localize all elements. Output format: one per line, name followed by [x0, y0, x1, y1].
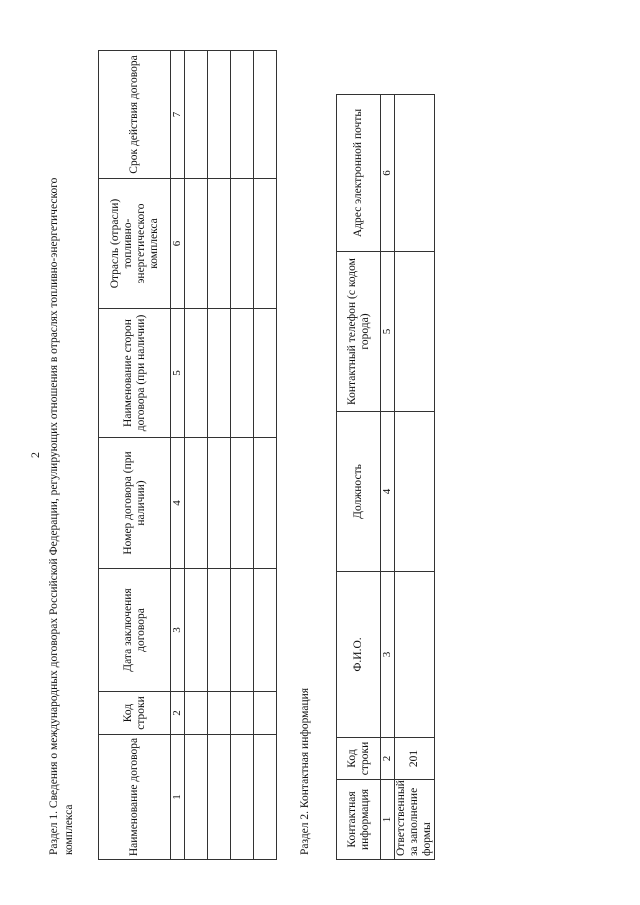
- header-conclusion-date: Дата заключения договора: [99, 569, 171, 692]
- header-full-name: Ф.И.О.: [337, 572, 381, 738]
- empty-cell: [231, 438, 254, 569]
- table-row: [208, 51, 231, 860]
- email-value: [395, 95, 435, 252]
- table-header-row: [337, 95, 381, 860]
- header-row-code: Код строки: [337, 738, 381, 780]
- empty-cell: [231, 735, 254, 860]
- empty-cell: [208, 179, 231, 309]
- empty-cell: [185, 309, 208, 438]
- empty-cell: [254, 692, 277, 735]
- table-header-row: [99, 51, 171, 860]
- empty-cell: [185, 438, 208, 569]
- column-number: 6: [381, 95, 395, 252]
- column-number: 1: [171, 735, 185, 860]
- section1-title: Раздел 1. Сведения о международных договорах Российской Федерации, регулирующих отношения в отраслях топливно-энергетического комплекса: [48, 177, 75, 855]
- empty-cell: [185, 51, 208, 179]
- header-agreement-name: Наименование договора: [99, 735, 171, 860]
- page-number: 2: [28, 452, 42, 458]
- column-number: 2: [381, 738, 395, 780]
- empty-cell: [254, 569, 277, 692]
- empty-cell: [208, 692, 231, 735]
- header-industry: Отрасль (отрасли) топливно-энергетического комплекса: [99, 179, 171, 309]
- header-row-code: Код строки: [99, 692, 171, 735]
- table-row: [395, 95, 435, 860]
- empty-cell: [185, 692, 208, 735]
- table-row: [254, 51, 277, 860]
- empty-cell: [231, 51, 254, 179]
- empty-cell: [185, 179, 208, 309]
- column-number: 7: [171, 51, 185, 179]
- empty-cell: [254, 438, 277, 569]
- contact-information-table: [336, 94, 435, 860]
- column-number: 2: [171, 692, 185, 735]
- empty-cell: [231, 309, 254, 438]
- empty-cell: [254, 735, 277, 860]
- empty-cell: [208, 569, 231, 692]
- header-email: Адрес электронной почты: [337, 95, 381, 252]
- column-number: 6: [171, 179, 185, 309]
- header-phone: Контактный телефон (с кодом города): [337, 252, 381, 412]
- header-contact-information: Контактная информация: [337, 780, 381, 860]
- header-position: Должность: [337, 412, 381, 572]
- column-number: 3: [171, 569, 185, 692]
- empty-cell: [231, 692, 254, 735]
- header-parties: Наименование сторон договора (при наличии): [99, 309, 171, 438]
- empty-cell: [208, 438, 231, 569]
- row-code-value: 201: [395, 738, 435, 780]
- table-row: [231, 51, 254, 860]
- header-validity-period: Срок действия договора: [99, 51, 171, 179]
- empty-cell: [254, 179, 277, 309]
- column-number: 4: [171, 438, 185, 569]
- header-agreement-number: Номер договора (при наличии): [99, 438, 171, 569]
- phone-value: [395, 252, 435, 412]
- position-value: [395, 412, 435, 572]
- empty-cell: [254, 309, 277, 438]
- responsible-person-label: Ответственный за заполнение формы: [395, 780, 435, 860]
- empty-cell: [208, 51, 231, 179]
- column-number: 5: [381, 252, 395, 412]
- column-number-row: [381, 95, 395, 860]
- column-number: 5: [171, 309, 185, 438]
- empty-cell: [231, 179, 254, 309]
- empty-cell: [185, 569, 208, 692]
- column-number: 4: [381, 412, 395, 572]
- empty-cell: [185, 735, 208, 860]
- column-number: 1: [381, 780, 395, 860]
- table-row: [185, 51, 208, 860]
- empty-cell: [231, 569, 254, 692]
- section2-title: Раздел 2. Контактная информация: [299, 687, 311, 855]
- empty-cell: [254, 51, 277, 179]
- empty-cell: [208, 735, 231, 860]
- full-name-value: [395, 572, 435, 738]
- column-number-row: [171, 51, 185, 860]
- empty-cell: [208, 309, 231, 438]
- column-number: 3: [381, 572, 395, 738]
- international-agreements-table: [98, 50, 277, 860]
